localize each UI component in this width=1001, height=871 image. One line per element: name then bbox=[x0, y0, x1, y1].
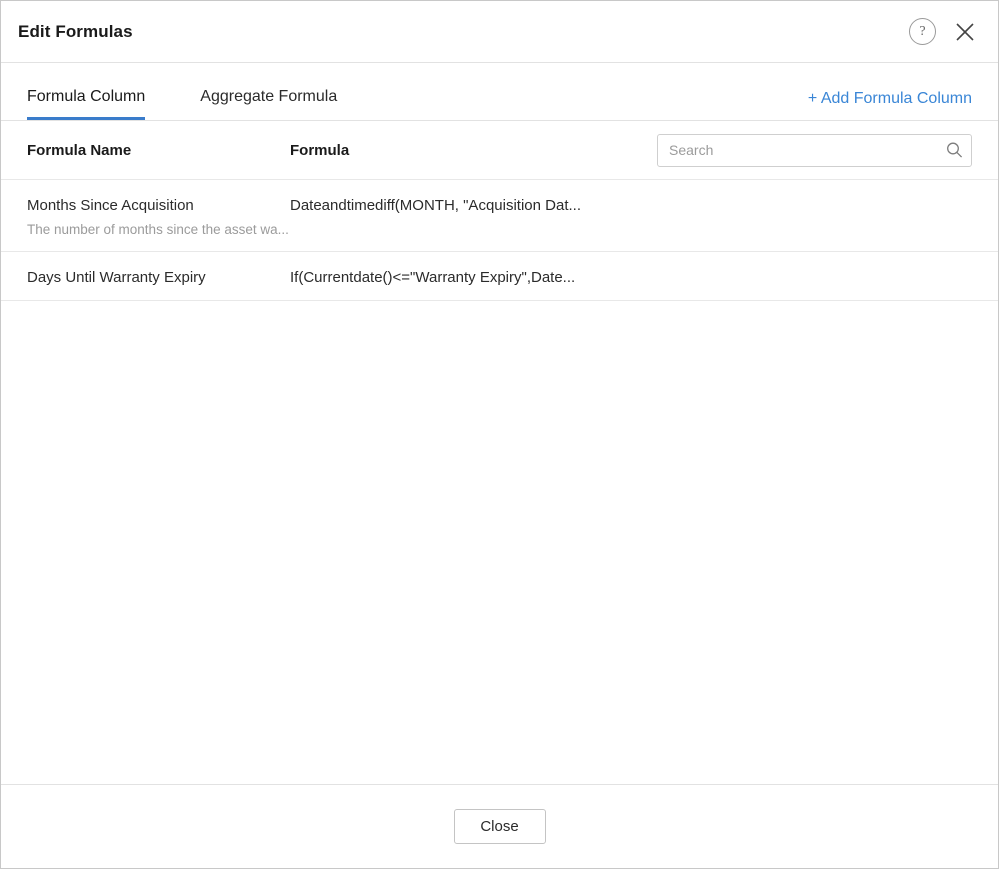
titlebar-actions bbox=[909, 18, 976, 45]
formula-list bbox=[1, 180, 998, 784]
row-name-cell bbox=[27, 268, 290, 287]
formula-expression: If(Currentdate()<="Warranty Expiry",Date... bbox=[290, 269, 576, 286]
dialog-footer bbox=[1, 784, 998, 868]
close-button[interactable]: Close bbox=[454, 809, 546, 844]
row-name-cell bbox=[27, 196, 290, 238]
dialog-titlebar bbox=[1, 1, 998, 63]
formula-expression: Dateandtimediff(MONTH, "Acquisition Dat... bbox=[290, 197, 581, 214]
column-header-formula: Formula bbox=[290, 141, 350, 159]
tab-aggregate-formula[interactable]: Aggregate Formula bbox=[200, 88, 338, 105]
formula-description: The number of months since the asset wa... bbox=[27, 222, 289, 237]
search-box bbox=[657, 134, 972, 167]
table-row[interactable] bbox=[1, 180, 998, 252]
close-icon[interactable] bbox=[954, 21, 976, 43]
tab-bar bbox=[1, 63, 998, 121]
help-circle-icon[interactable]: ? bbox=[909, 18, 936, 45]
column-header-formula-name: Formula Name bbox=[27, 141, 132, 159]
tab-formula-column[interactable]: Formula Column bbox=[27, 88, 145, 120]
formula-name: Months Since Acquisition bbox=[27, 197, 194, 214]
table-header bbox=[1, 121, 998, 180]
table-row[interactable] bbox=[1, 252, 998, 301]
add-formula-column-button[interactable]: + Add Formula Column bbox=[807, 90, 972, 107]
page-title: Edit Formulas bbox=[18, 21, 133, 41]
search-input[interactable] bbox=[657, 134, 972, 167]
formula-name: Days Until Warranty Expiry bbox=[27, 269, 206, 286]
